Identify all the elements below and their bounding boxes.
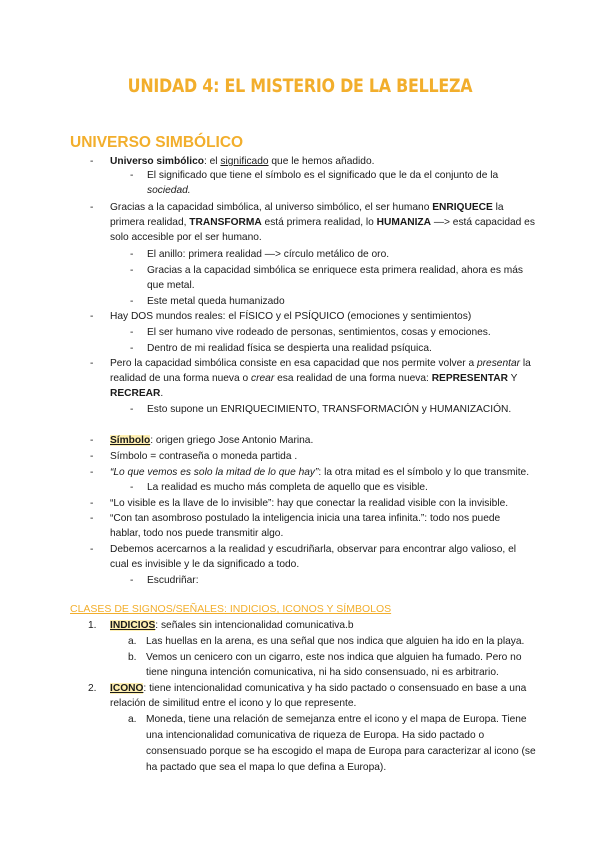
bullet: - <box>90 435 94 446</box>
text-line: “Con tan asombroso postulado la inteligencia inicia una tarea infinita.”: todo nos puede <box>110 513 501 524</box>
text-line: que metal. <box>147 280 195 291</box>
bullet: - <box>130 327 134 338</box>
bullet: - <box>130 343 134 354</box>
text-line: Las huellas en la arena, es una señal que nos indica que alguien ha ido en la playa. <box>146 636 525 647</box>
text-line: “Lo visible es la llave de lo invisible”: hay que conectar la realidad visible con la invisible. <box>110 498 509 509</box>
text-line: Moneda, tiene una relación de semejanza entre el icono y el mapa de Europa. Tiene <box>146 714 527 725</box>
bullet: - <box>130 249 134 260</box>
text-line: “Lo que vemos es solo la mitad de lo que hay”: la otra mitad es el símbolo y lo que transmite. <box>110 467 530 478</box>
bullet: - <box>90 544 94 555</box>
text-line: El ser humano vive rodeado de personas, sentimientos, cosas y emociones. <box>147 327 491 338</box>
text-line: Dentro de mi realidad física se despierta una realidad psíquica. <box>147 343 432 354</box>
bullet: - <box>130 296 134 307</box>
text-line: El anillo: primera realidad —> círculo metálico de oro. <box>147 249 390 260</box>
list-number: 2. <box>88 683 97 694</box>
text-line: Pero la capacidad simbólica consiste en esa capacidad que nos permite volver a presentar la <box>110 358 531 369</box>
bullet: - <box>90 311 94 322</box>
list-letter: a. <box>128 714 137 725</box>
bullet: - <box>130 575 134 586</box>
bullet: - <box>90 467 94 478</box>
bullet: - <box>90 513 94 524</box>
bullet: - <box>90 358 94 369</box>
text-line: Esto supone un ENRIQUECIMIENTO, TRANSFORMACIÓN y HUMANIZACIÓN. <box>147 404 512 415</box>
text-line: La realidad es mucho más completa de aquello que es visible. <box>147 482 428 493</box>
text-line: hablar, todo nos puede transmitir algo. <box>110 528 284 539</box>
text-line: Hay DOS mundos reales: el FÍSICO y el PSÍQUICO (emociones y sentimientos) <box>110 311 472 322</box>
text-line: primera realidad, TRANSFORMA está primera realidad, lo HUMANIZA —> está capacidad es <box>110 217 535 228</box>
bullet: - <box>90 451 94 462</box>
section-heading-clases: CLASES DE SIGNOS/SEÑALES: INDICIOS, ICONOS Y SÍMBOLOS <box>70 603 392 615</box>
list-letter: b. <box>128 652 137 663</box>
text-line: ha pactado que sea el mapa lo que defina a Europa). <box>146 762 387 773</box>
bullet: - <box>130 482 134 493</box>
text-line: El significado que tiene el símbolo es el significado que le da el conjunto de la <box>147 170 499 181</box>
text-line: realidad de una forma nueva o crear esa realidad de una forma nueva: REPRESENTAR Y <box>110 373 518 384</box>
page-title: UNIDAD 4: EL MISTERIO DE LA BELLEZA <box>127 76 473 97</box>
bullet: - <box>130 265 134 276</box>
text-line: sociedad. <box>147 185 191 196</box>
text-line: cual es invisible y le da significado a todo. <box>110 559 300 570</box>
bullet: - <box>130 404 134 415</box>
text-line: Gracias a la capacidad simbólica se enriquece esta primera realidad, ahora es más <box>147 265 523 276</box>
text-line: relación de similitud entre el icono y lo que represente. <box>110 698 357 709</box>
text-line: ICONO: tiene intencionalidad comunicativa y ha sido pactado o consensuado en base a una <box>110 683 527 694</box>
bullet: - <box>90 156 94 167</box>
text-line: Gracias a la capacidad simbólica, al universo simbólico, el ser humano ENRIQUECE la <box>110 202 504 213</box>
text-line: RECREAR. <box>110 388 164 399</box>
list-letter: a. <box>128 636 137 647</box>
text-line: una intencionalidad comunicativa de riqueza de Europa. Ha sido pactado o <box>146 730 485 741</box>
bullet: - <box>130 170 134 181</box>
section-heading-universo: UNIVERSO SIMBÓLICO <box>70 134 244 151</box>
text-line: Vemos un cenicero con un cigarro, este nos indica que alguien ha fumado. Pero no <box>146 652 522 663</box>
list-number: 1. <box>88 620 97 631</box>
text-line: Escudriñar: <box>147 575 199 586</box>
text-line: Debemos acercarnos a la realidad y escudriñarla, observar para encontrar algo valioso, el <box>110 544 517 555</box>
bullet: - <box>90 498 94 509</box>
text-line: Universo simbólico: el significado que le hemos añadido. <box>110 156 375 167</box>
text-line: consensuado porque se ha escogido el mapa de Europa para caracterizar al icono (se <box>146 746 536 757</box>
text-line: Este metal queda humanizado <box>147 296 285 307</box>
text-line: Símbolo: origen griego Jose Antonio Marina. <box>110 435 314 446</box>
text-line: tiene ninguna intención comunicativa, ni ha sido consensuado, ni es arbitrario. <box>146 667 499 678</box>
text-line: INDICIOS: señales sin intencionalidad comunicativa.b <box>110 620 354 631</box>
bullet: - <box>90 202 94 213</box>
text-line: solo accesible por el ser humano. <box>110 232 262 243</box>
text-line: Símbolo = contraseña o moneda partida . <box>110 451 298 462</box>
